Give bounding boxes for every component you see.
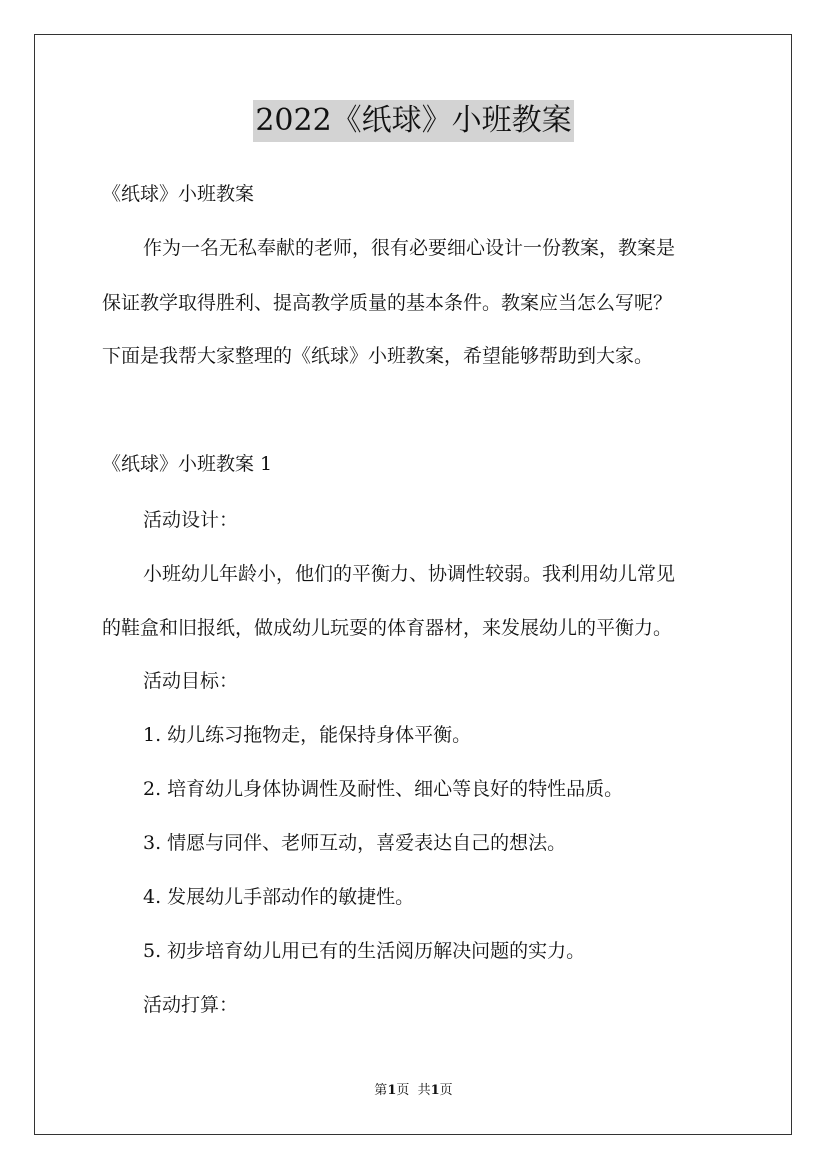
footer-mid: 页 共 [396,1083,431,1098]
document-title: 2022《纸球》小班教案 [253,100,573,142]
prep-label: 活动打算： [143,994,239,1016]
goals-label: 活动目标： [143,670,239,692]
design-line-2: 的鞋盒和旧报纸，做成幼儿玩耍的体育器材，来发展幼儿的平衡力。 [102,617,673,639]
intro-line-1: 作为一名无私奉献的老师，很有必要细心设计一份教案，教案是 [143,237,676,259]
footer-page-total: 1 [430,1083,440,1098]
goal-item-2: 2. 培育幼儿身体协调性及耐性、细心等良好的特性品质。 [143,778,624,800]
footer-suffix: 页 [439,1083,453,1098]
design-label: 活动设计： [143,509,239,531]
document-title-wrap [0,100,827,142]
footer-prefix: 第 [374,1083,388,1098]
goal-item-5: 5. 初步培育幼儿用已有的生活阅历解决问题的实力。 [143,940,586,962]
goal-item-1: 1. 幼儿练习拖物走，能保持身体平衡。 [143,724,472,746]
goal-item-4: 4. 发展幼儿手部动作的敏捷性。 [143,886,415,908]
goal-item-3: 3. 情愿与同伴、老师互动，喜爱表达自己的想法。 [143,832,567,854]
section-heading: 《纸球》小班教案 1 [102,453,273,475]
intro-line-2: 保证教学取得胜利、提高教学质量的基本条件。教案应当怎么写呢？ [102,292,673,314]
design-line-1: 小班幼儿年龄小，他们的平衡力、协调性较弱。我利用幼儿常见 [143,563,676,585]
intro-line-3: 下面是我帮大家整理的《纸球》小班教案，希望能够帮助到大家。 [102,345,654,367]
page-footer [0,1082,827,1100]
footer-page-current: 1 [387,1083,397,1098]
subtitle: 《纸球》小班教案 [102,183,255,205]
